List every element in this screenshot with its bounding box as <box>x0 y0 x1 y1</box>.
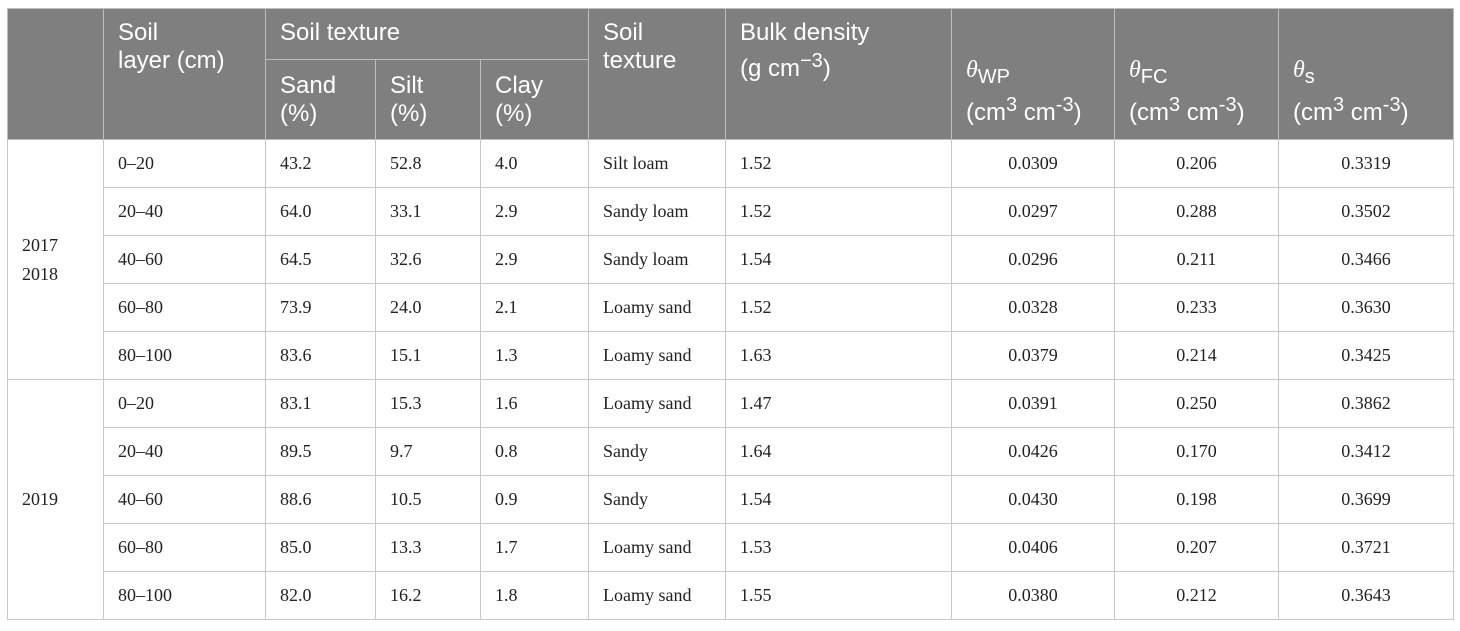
bulk-cell: 1.52 <box>726 140 952 188</box>
silt-cell: 24.0 <box>376 284 481 332</box>
table-row <box>8 572 1454 620</box>
texture-cell: Sandy <box>589 428 726 476</box>
clay-cell: 0.8 <box>481 428 589 476</box>
year-label: 2017 <box>22 234 58 255</box>
header-soil-texture: Soil texture <box>589 9 726 140</box>
clay-cell: 4.0 <box>481 140 589 188</box>
sand-cell: 88.6 <box>266 476 376 524</box>
clay-cell: 1.7 <box>481 524 589 572</box>
s-cell: 0.3630 <box>1279 284 1454 332</box>
s-cell: 0.3466 <box>1279 236 1454 284</box>
year-label: 2018 <box>22 263 58 284</box>
clay-cell: 2.9 <box>481 236 589 284</box>
texture-cell: Loamy sand <box>589 524 726 572</box>
table-row <box>8 332 1454 380</box>
header-theta-s: $\theta_s$ ($cm^3$ $cm^{-3}$) <box>1279 9 1454 140</box>
wp-cell: 0.0309 <box>952 140 1115 188</box>
fc-cell: 0.214 <box>1115 332 1279 380</box>
bulk-cell: 1.63 <box>726 332 952 380</box>
fc-cell: 0.211 <box>1115 236 1279 284</box>
wp-cell: 0.0328 <box>952 284 1115 332</box>
fc-cell: 0.250 <box>1115 380 1279 428</box>
sand-cell: 64.5 <box>266 236 376 284</box>
fc-cell: 0.207 <box>1115 524 1279 572</box>
wp-cell: 0.0391 <box>952 380 1115 428</box>
texture-cell: Sandy loam <box>589 236 726 284</box>
layer-cell: 40–60 <box>104 236 266 284</box>
wp-cell: 0.0406 <box>952 524 1115 572</box>
silt-cell: 33.1 <box>376 188 481 236</box>
wp-cell: 0.0296 <box>952 236 1115 284</box>
table-row <box>8 284 1454 332</box>
header-silt: Silt (%) <box>376 60 481 140</box>
header-clay: Clay (%) <box>481 60 589 140</box>
header-soil-texture-group: Soil texture <box>266 9 589 60</box>
sand-cell: 85.0 <box>266 524 376 572</box>
silt-cell: 15.3 <box>376 380 481 428</box>
header-sand: Sand (%) <box>266 60 376 140</box>
silt-cell: 10.5 <box>376 476 481 524</box>
texture-cell: Loamy sand <box>589 284 726 332</box>
table-body <box>8 140 1454 620</box>
silt-cell: 15.1 <box>376 332 481 380</box>
table-row <box>8 428 1454 476</box>
clay-cell: 1.3 <box>481 332 589 380</box>
sand-cell: 83.6 <box>266 332 376 380</box>
header-theta-fc: $\theta_{FC}$ ($cm^3$ $cm^{-3}$) <box>1115 9 1279 140</box>
texture-cell: Sandy <box>589 476 726 524</box>
s-cell: 0.3721 <box>1279 524 1454 572</box>
wp-cell: 0.0297 <box>952 188 1115 236</box>
layer-cell: 80–100 <box>104 572 266 620</box>
wp-cell: 0.0426 <box>952 428 1115 476</box>
bulk-cell: 1.52 <box>726 284 952 332</box>
clay-cell: 1.8 <box>481 572 589 620</box>
wp-cell: 0.0430 <box>952 476 1115 524</box>
layer-cell: 0–20 <box>104 380 266 428</box>
layer-cell: 80–100 <box>104 332 266 380</box>
texture-cell: Sandy loam <box>589 188 726 236</box>
table-row <box>8 524 1454 572</box>
layer-cell: 20–40 <box>104 428 266 476</box>
fc-cell: 0.212 <box>1115 572 1279 620</box>
header-bulk-density: Bulk density (g $cm^{-3}$) <box>726 9 952 140</box>
bulk-cell: 1.52 <box>726 188 952 236</box>
silt-cell: 9.7 <box>376 428 481 476</box>
table-header <box>8 9 1454 140</box>
sand-cell: 64.0 <box>266 188 376 236</box>
table-row <box>8 140 1454 188</box>
layer-cell: 20–40 <box>104 188 266 236</box>
bulk-cell: 1.54 <box>726 476 952 524</box>
texture-cell: Silt loam <box>589 140 726 188</box>
silt-cell: 16.2 <box>376 572 481 620</box>
clay-cell: 2.9 <box>481 188 589 236</box>
bulk-cell: 1.64 <box>726 428 952 476</box>
wp-cell: 0.0379 <box>952 332 1115 380</box>
wp-cell: 0.0380 <box>952 572 1115 620</box>
bulk-cell: 1.55 <box>726 572 952 620</box>
year-cell <box>8 380 104 620</box>
table-row <box>8 236 1454 284</box>
s-cell: 0.3699 <box>1279 476 1454 524</box>
soil-properties-table <box>7 8 1454 620</box>
header-theta-wp: $\theta_{WP}$ ($cm^3$ $cm^{-3}$) <box>952 9 1115 140</box>
s-cell: 0.3412 <box>1279 428 1454 476</box>
s-cell: 0.3502 <box>1279 188 1454 236</box>
fc-cell: 0.198 <box>1115 476 1279 524</box>
texture-cell: Loamy sand <box>589 380 726 428</box>
texture-cell: Loamy sand <box>589 572 726 620</box>
year-cell <box>8 140 104 380</box>
s-cell: 0.3862 <box>1279 380 1454 428</box>
layer-cell: 0–20 <box>104 140 266 188</box>
fc-cell: 0.288 <box>1115 188 1279 236</box>
silt-cell: 13.3 <box>376 524 481 572</box>
table-row <box>8 476 1454 524</box>
sand-cell: 83.1 <box>266 380 376 428</box>
fc-cell: 0.233 <box>1115 284 1279 332</box>
clay-cell: 1.6 <box>481 380 589 428</box>
sand-cell: 82.0 <box>266 572 376 620</box>
sand-cell: 43.2 <box>266 140 376 188</box>
fc-cell: 0.206 <box>1115 140 1279 188</box>
sand-cell: 89.5 <box>266 428 376 476</box>
bulk-cell: 1.47 <box>726 380 952 428</box>
header-year-blank <box>8 9 104 140</box>
clay-cell: 0.9 <box>481 476 589 524</box>
sand-cell: 73.9 <box>266 284 376 332</box>
header-soil-layer: Soil layer (cm) <box>104 9 266 140</box>
table-row <box>8 188 1454 236</box>
silt-cell: 32.6 <box>376 236 481 284</box>
layer-cell: 60–80 <box>104 284 266 332</box>
bulk-cell: 1.53 <box>726 524 952 572</box>
s-cell: 0.3319 <box>1279 140 1454 188</box>
texture-cell: Loamy sand <box>589 332 726 380</box>
layer-cell: 60–80 <box>104 524 266 572</box>
year-label: 2019 <box>22 489 58 509</box>
clay-cell: 2.1 <box>481 284 589 332</box>
table-row <box>8 380 1454 428</box>
bulk-cell: 1.54 <box>726 236 952 284</box>
s-cell: 0.3643 <box>1279 572 1454 620</box>
layer-cell: 40–60 <box>104 476 266 524</box>
silt-cell: 52.8 <box>376 140 481 188</box>
s-cell: 0.3425 <box>1279 332 1454 380</box>
fc-cell: 0.170 <box>1115 428 1279 476</box>
